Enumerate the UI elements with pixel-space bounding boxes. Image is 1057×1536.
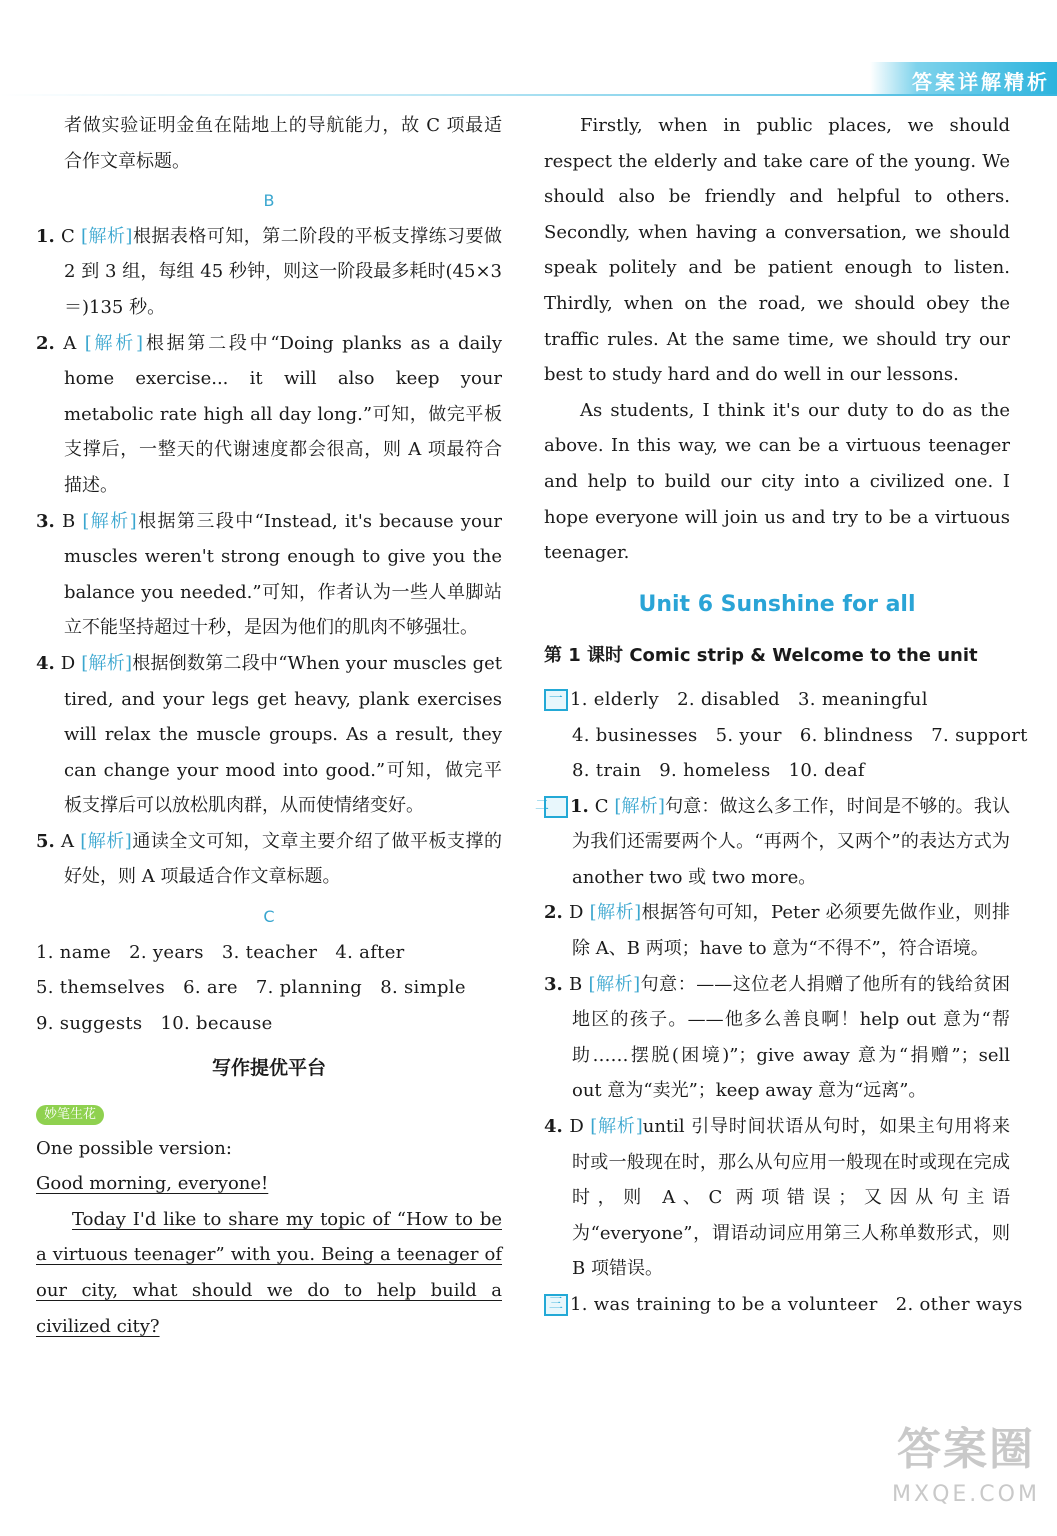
greeting-line: Good morning, everyone! — [36, 1173, 269, 1195]
part-1-line: 1. elderly 2. disabled 3. meaningful — [570, 688, 928, 710]
section-c-answers — [36, 935, 502, 1042]
analysis-tag: [解析] — [81, 652, 133, 674]
c-line: 9. suggests 10. because — [36, 1012, 273, 1034]
answer-item — [36, 646, 502, 824]
essay-paragraph-1: Today I'd like to share my topic of “How to be a virtuous teenager” with you. Being a teenager of our city, what should we do to help build a civilized city? — [36, 1208, 502, 1337]
analysis-text: 句意：——这位老人捐赠了他所有的钱给贫困地区的孩子。——他多么善良啊！help out 意为“帮助……摆脱(困境)”；give away 意为“捐赠”；sell out 意为“卖光”；keep away 意为“远离”。 — [572, 973, 1010, 1102]
part-2-answers — [535, 789, 1011, 1287]
section-b-label: B — [263, 191, 275, 211]
answer-item — [36, 504, 502, 646]
left-column — [36, 108, 502, 1344]
analysis-text: 根据第三段中“Instead, it's because your muscles weren't strong enough to give you the balance you needed.”可知，作者认为一些人单脚站立不能坚持超过十秒，是因为他们的肌肉不够强壮。 — [64, 510, 502, 639]
analysis-text: 根据答句可知，Peter 必须要先做作业，则排除 A、B 两项；have to 意为“不得不”，符合语境。 — [572, 902, 1011, 960]
analysis-tag: [解析] — [84, 332, 144, 354]
analysis-tag: [解析] — [82, 510, 137, 532]
analysis-tag: [解析] — [589, 902, 642, 924]
answer-number: 3. — [544, 973, 563, 995]
answer-number: 4. — [36, 652, 55, 674]
answer-number: 2. — [36, 332, 55, 354]
watermark-logo — [886, 1420, 1046, 1530]
writing-badge: 妙笔生花 — [36, 1105, 104, 1125]
part-1-line: 4. businesses 5. your 6. blindness 7. support — [572, 724, 1028, 746]
section-c-label: C — [263, 907, 275, 927]
part-1-marker-icon: 一 — [544, 689, 568, 711]
part-3-marker-icon: 三 — [544, 1294, 568, 1316]
analysis-text: 根据表格可知，第二阶段的平板支撑练习要做 2 到 3 组，每组 45 秒钟，则这一阶段最多耗时(45×3＝)135 秒。 — [64, 225, 502, 318]
analysis-text: until 引导时间状语从句时，如果主句用将来时或一般现在时，那么从句应用一般现在时或现在完成时，则 A、C 两项错误；又因从句主语为“everyone”，谓语动词应用第三人称单数形式，则 B 项错误。 — [572, 1116, 1010, 1280]
answer-choice: B — [569, 973, 583, 995]
intro-text: 者做实验证明金鱼在陆地上的导航能力，故 C 项最适合作文章标题。 — [64, 115, 502, 172]
analysis-tag: [解析] — [80, 225, 133, 247]
part-2-marker-icon: 二 — [544, 796, 568, 818]
c-line: 1. name 2. years 3. teacher 4. after — [36, 941, 405, 963]
answer-number: 1. — [570, 795, 589, 817]
answer-choice: C — [61, 225, 75, 247]
part-3-line: 1. was training to be a volunteer 2. other ways — [570, 1294, 1023, 1315]
answer-number: 5. — [36, 830, 55, 852]
c-line: 5. themselves 6. are 7. planning 8. simple — [36, 977, 466, 999]
analysis-tag: [解析] — [590, 1116, 643, 1138]
analysis-tag: [解析] — [80, 830, 132, 852]
answer-item — [544, 1109, 1010, 1287]
part-1-answers — [544, 682, 1028, 789]
analysis-tag: [解析] — [588, 973, 641, 995]
answer-item — [36, 219, 502, 326]
answer-choice: D — [60, 652, 76, 674]
watermark-text: 答案圈 — [897, 1424, 1035, 1475]
version-label: One possible version: — [36, 1137, 232, 1159]
analysis-text: 根据第二段中“Doing planks as a daily home exercise... it will also keep your metabolic rate high all day long.”可知，做完平板支撑后，一整天的代谢速度都会很高，则 A 项最符合描述。 — [64, 332, 502, 496]
analysis-text: 根据倒数第二段中“When your muscles get tired, and your legs get heavy, plank exercises will relax the muscle groups. As a result, they can change your mood into good.”可知，做完平板支撑后可以放松肌肉群，从而使情绪变好。 — [64, 652, 502, 817]
analysis-text: 通读全文可知，文章主要介绍了做平板支撑的好处，则 A 项最适合作文章标题。 — [64, 830, 502, 888]
answer-choice: A — [61, 830, 75, 852]
part-1-line: 8. train 9. homeless 10. deaf — [572, 760, 865, 782]
answer-number: 2. — [544, 902, 563, 924]
answer-number: 3. — [36, 510, 55, 532]
watermark-url: MXQE.COM — [892, 1482, 1040, 1507]
lesson-title: 第 1 课时 Comic strip & Welcome to the unit — [544, 645, 978, 667]
answer-item — [36, 326, 502, 504]
answer-item — [544, 967, 1010, 1109]
answer-item — [535, 789, 1010, 896]
section-b-answers — [36, 219, 502, 895]
answer-choice: D — [569, 902, 584, 924]
analysis-tag: [解析] — [614, 795, 665, 817]
writing-section-title: 写作提优平台 — [211, 1057, 326, 1080]
essay-paragraph-3: As students, I think it's our duty to do as the above. In this way, we can be a virtuous teenager and help to build our city into a civilized one. I hope everyone will join us and try to be a virtuous teenager. — [544, 399, 1010, 564]
header-title: 答案详解精析 — [912, 70, 1050, 94]
answer-choice: D — [569, 1116, 584, 1138]
right-column — [535, 108, 1028, 1323]
answer-choice: A — [63, 332, 77, 354]
essay-paragraph-2: Firstly, when in public places, we should respect the elderly and take care of the young. We should also be friendly and helpful to others. Secondly, when having a conversation, we should speak politely and be patient enough to listen. Thirdly, when on the road, we should obey the traffic rules. At the same time, we should try our best to study hard and do well in our lessons. — [544, 115, 1010, 386]
answer-item — [544, 895, 1010, 966]
answer-choice: C — [594, 795, 609, 817]
answer-number: 1. — [36, 225, 55, 247]
analysis-text: 句意：做这么多工作，时间是不够的。我认为我们还需要两个人。“再两个，又两个”的表达方式为 another two 或 two more。 — [572, 795, 1010, 888]
answer-number: 4. — [544, 1116, 563, 1138]
answer-choice: B — [61, 510, 76, 532]
unit-title: Unit 6 Sunshine for all — [638, 591, 916, 617]
answer-item — [36, 824, 502, 895]
